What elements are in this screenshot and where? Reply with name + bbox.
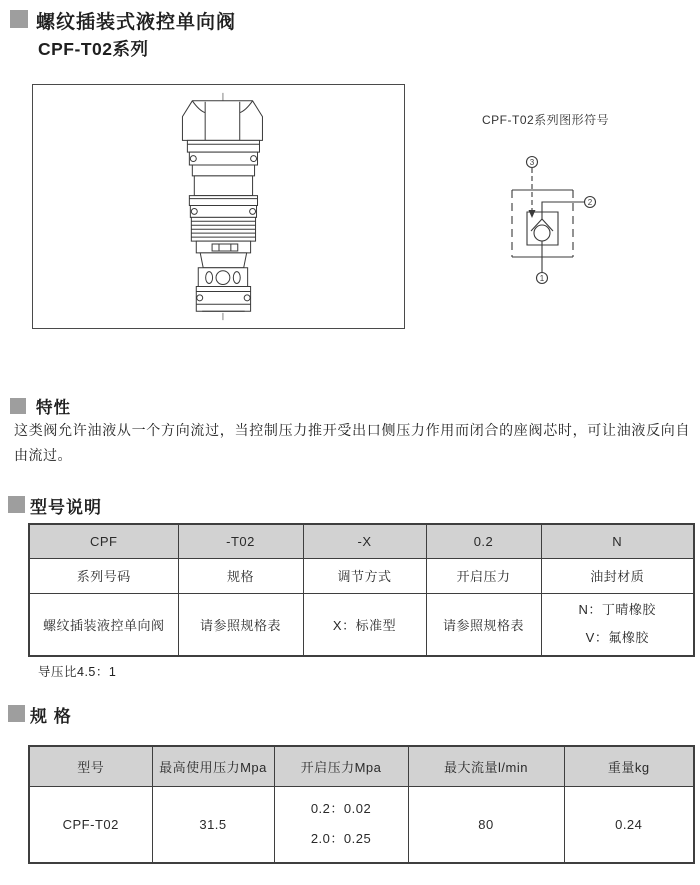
title-bullet-square	[10, 10, 28, 28]
model-heading: 型号说明	[30, 498, 102, 517]
model-bullet-square	[8, 496, 25, 513]
spec-weight-cell: 0.24	[564, 786, 694, 863]
model-code-cell: 0.2	[426, 524, 541, 558]
spec-header-cell: 重量kg	[564, 746, 694, 786]
spec-max-flow-cell: 80	[408, 786, 564, 863]
spec-header-row	[29, 746, 694, 786]
model-code-cell: CPF	[29, 524, 178, 558]
spec-max-pressure-cell: 31.5	[152, 786, 274, 863]
model-code-cell: -X	[303, 524, 426, 558]
spec-header-cell: 最大流量l/min	[408, 746, 564, 786]
spec-heading: 规 格	[30, 707, 72, 726]
model-code-row	[29, 524, 694, 558]
spec-opening-pressure-cell	[274, 786, 408, 863]
opening-pressure-line1: 0.2：0.02	[310, 801, 372, 817]
model-label-cell: 油封材质	[541, 558, 694, 593]
spec-model-cell: CPF-T02	[29, 786, 152, 863]
model-label-row	[29, 558, 694, 593]
model-code-cell: N	[541, 524, 694, 558]
spec-data-row	[29, 786, 694, 863]
model-value-row	[29, 593, 694, 656]
seal-material-cell	[541, 593, 694, 656]
valve-symbol-schematic	[500, 148, 610, 288]
model-value-cell: 螺纹插装液控单向阀	[29, 593, 178, 656]
model-code-cell: -T02	[178, 524, 303, 558]
model-label-cell: 系列号码	[29, 558, 178, 593]
specifications-table	[28, 745, 695, 864]
spec-bullet-square	[8, 705, 25, 722]
features-bullet-square	[10, 398, 26, 414]
symbol-caption: CPF-T02系列图形符号	[482, 113, 610, 127]
port-2-number: 2	[587, 198, 593, 207]
model-label-cell: 调节方式	[303, 558, 426, 593]
model-value-cell: 请参照规格表	[426, 593, 541, 656]
port-3-number: 3	[529, 158, 535, 167]
model-value-cell: X：标准型	[303, 593, 426, 656]
spec-header-cell: 最高使用压力Mpa	[152, 746, 274, 786]
port-1-number: 1	[539, 274, 545, 283]
model-value-cell: 请参照规格表	[178, 593, 303, 656]
spec-header-cell: 型号	[29, 746, 152, 786]
pilot-ratio-note: 导压比4.5：1	[38, 665, 117, 679]
seal-option-v: V：氟橡胶	[585, 630, 649, 646]
opening-pressure-line2: 2.0：0.25	[310, 831, 372, 847]
model-label-cell: 开启压力	[426, 558, 541, 593]
spec-header-cell: 开启压力Mpa	[274, 746, 408, 786]
features-heading: 特性	[36, 399, 71, 417]
model-label-cell: 规格	[178, 558, 303, 593]
page-title: 螺纹插装式液控单向阀	[36, 12, 237, 33]
valve-technical-drawing	[33, 85, 404, 327]
model-designation-table	[28, 523, 695, 657]
valve-drawing-frame	[32, 84, 405, 329]
page-subtitle: CPF-T02系列	[38, 39, 149, 59]
features-body-text: 这类阀允许油液从一个方向流过，当控制压力推开受出口侧压力作用而闭合的座阀芯时，可让油液反向自由流过。	[14, 422, 690, 463]
seal-option-n: N：丁晴橡胶	[578, 602, 656, 618]
